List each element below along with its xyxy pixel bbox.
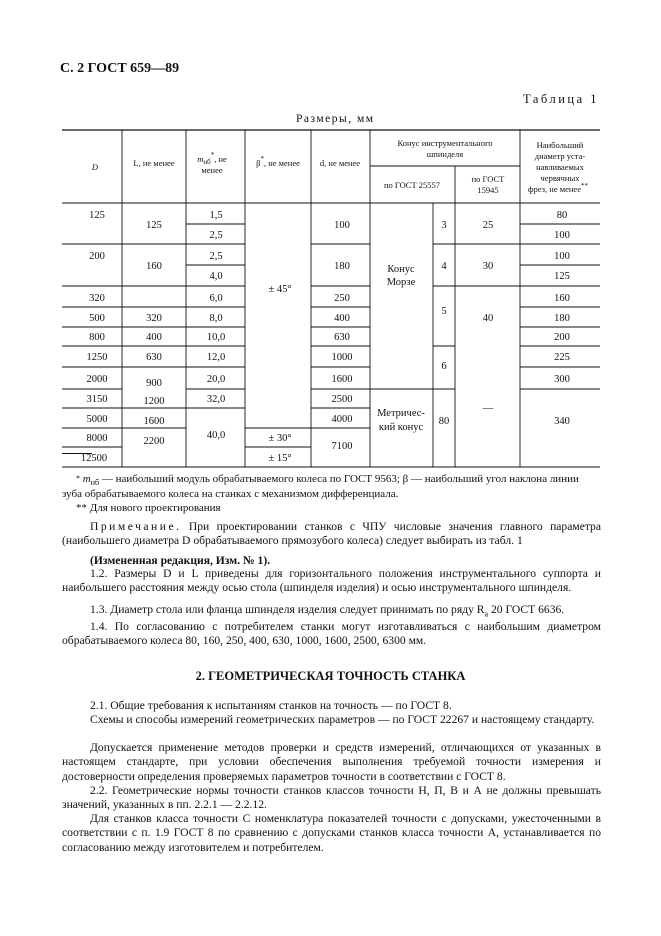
paragraph-1-2: 1.2. Размеры D и L приведены для горизонтального положения инструментального суппорта и наибольшего расстояния между осью стола (шпинделя изделия) и осью инструментального шпинделя. <box>62 567 601 595</box>
header-maxdiam-l3: навливаемых <box>536 162 584 172</box>
cell-D: 5000 <box>86 414 108 425</box>
paragraph-2-1b: Схемы и способы измерений геометрических параметров — по ГОСТ 22267 и настоящему стандарту. <box>90 713 595 726</box>
header-m-line2: менее <box>201 165 223 175</box>
header-maxdiam-l2: диаметр уста- <box>534 151 586 161</box>
cell-D: 200 <box>89 251 105 262</box>
cell-L: 900 <box>146 378 162 389</box>
header-d: d, не менее <box>319 158 361 168</box>
cell-m: 2,5 <box>209 251 223 262</box>
cell-D: 3150 <box>86 394 108 405</box>
header-D: D <box>91 162 99 172</box>
cell-beta: ± 15° <box>268 453 292 464</box>
cell-d: 250 <box>334 293 350 304</box>
cell-D: 1250 <box>86 352 108 363</box>
cell-L: 630 <box>146 352 162 363</box>
header-cone-l2: шпинделя <box>426 149 464 159</box>
cell-maxdiam: 160 <box>554 293 570 304</box>
header-m: $m_{нб}^*$, не <box>197 151 227 166</box>
cell-D: 2000 <box>86 374 108 385</box>
cell-d: 1600 <box>331 374 353 385</box>
cell-m: 1,5 <box>209 210 223 221</box>
cell-L: 400 <box>146 332 162 343</box>
cell-D: 320 <box>89 293 105 304</box>
header-gost25557: по ГОСТ 25557 <box>383 180 441 190</box>
cell-d: 4000 <box>331 414 353 425</box>
cell-maxdiam: 100 <box>554 251 570 262</box>
units-caption: Размеры, мм <box>296 113 375 125</box>
cell-D: 8000 <box>86 433 108 444</box>
cell-L: 1200 <box>143 396 165 407</box>
cell-d: 400 <box>334 313 350 324</box>
cell-m: 4,0 <box>209 271 223 282</box>
cell-d: 1000 <box>331 352 353 363</box>
header-maxdiam-l4: червячных <box>540 173 580 183</box>
cell-g25557: 5 <box>441 306 447 317</box>
cell-m: 32,0 <box>206 394 226 405</box>
cell-cone-morse: Морзе <box>386 277 416 288</box>
cell-beta: ± 45° <box>268 284 292 295</box>
cell-D: 12500 <box>80 453 108 464</box>
cell-beta: ± 30° <box>268 433 292 444</box>
cell-d: 180 <box>334 261 350 272</box>
paragraph-2-1: 2.1. Общие требования к испытаниям станков на точность — по ГОСТ 8. <box>90 699 452 712</box>
cell-maxdiam: 225 <box>554 352 570 363</box>
cell-m: 8,0 <box>209 313 223 324</box>
cell-D: 125 <box>89 210 105 221</box>
cell-maxdiam: 340 <box>554 416 570 427</box>
cell-maxdiam: 100 <box>554 230 570 241</box>
cell-maxdiam: 125 <box>554 271 570 282</box>
cell-L: 2200 <box>143 436 165 447</box>
footnote-1: * $m_{нб}$ — наибольший модуль обрабатываемого колеса по ГОСТ 9563; β — наибольший угол наклона линии <box>76 473 579 488</box>
cell-cone-metric: кий конус <box>378 422 424 433</box>
cell-d: 630 <box>334 332 350 343</box>
cell-cone-metric: Метричес- <box>377 408 425 419</box>
cell-g15945: 40 <box>482 313 494 324</box>
cell-D: 800 <box>89 332 105 343</box>
paragraph-1-3: 1.3. Диаметр стола или фланца шпинделя изделия следует принимать по ряду $R_a$ 20 ГОСТ 6636. <box>90 603 565 619</box>
cell-g25557: 6 <box>441 361 447 372</box>
cell-m: 20,0 <box>206 374 226 385</box>
footnote-1-line2: зуба обрабатываемого колеса на станках с механизмом дифференциала. <box>62 488 399 500</box>
cell-g15945: 25 <box>482 220 494 231</box>
cell-maxdiam: 200 <box>554 332 570 343</box>
cell-d: 100 <box>334 220 350 231</box>
cell-L: 1600 <box>143 416 165 427</box>
paragraph-2-2b: Для станков класса точности С номенклатура показателей точности с допусками, ужесточенными в соответствии с п. 1.9 ГОСТ 8 по сравнению с допусками станков класса точности А, устанавливается по согласованию между изготовителем и потребителем. <box>62 812 601 854</box>
cell-m: 6,0 <box>209 293 223 304</box>
page-header: С. 2 ГОСТ 659—89 <box>60 61 180 76</box>
paragraph-1-4: 1.4. По согласованию с потребителем станки могут изготавливаться с наибольшим диаметром обрабатываемого колеса 80, 160, 250, 400, 630, 1000, 1600, 2500, 6300 мм. <box>62 620 601 648</box>
footnote-2: ** Для нового проектирования <box>76 502 221 514</box>
cell-m: 2,5 <box>209 230 223 241</box>
cell-L: 125 <box>146 220 162 231</box>
cell-cone-morse: Конус <box>387 264 415 275</box>
cell-D: 500 <box>89 313 105 324</box>
paragraph-2-1c: Допускается применение методов проверки и средств измерений, отличающихся от указанных в настоящем стандарте, при условии обеспечения выполнения требуемой точности измерения и достоверности определения проверяемых параметров точности в соответствии с ГОСТ 8. <box>62 741 601 783</box>
table-note: Примечание. При проектировании станков с ЧПУ числовые значения главного параметра (наибольшего диаметра D обрабатываемого прямозубого колеса) следует выбирать из табл. 1 <box>62 520 601 548</box>
header-gost15945-l2: 15945 <box>477 185 499 195</box>
header-gost15945-l1: по ГОСТ <box>471 174 505 184</box>
cell-m: 40,0 <box>206 430 226 441</box>
paragraph-2-2: 2.2. Геометрические нормы точности станков классов точности Н, П, В и А не должны превышать значений, указанных в пп. 2.2.1 — 2.2.12. <box>62 784 601 812</box>
cell-maxdiam: 300 <box>554 374 570 385</box>
header-L: L, не менее <box>133 158 175 168</box>
edition-note: (Измененная редакция, Изм. № 1). <box>90 554 271 567</box>
cell-maxdiam: 80 <box>556 210 568 221</box>
table-caption: Таблица 1 <box>523 92 599 106</box>
header-maxdiam-l5: фрез, не менее** <box>528 182 588 194</box>
cell-L: 160 <box>146 261 162 272</box>
header-cone-l1: Конус инструментального <box>397 138 493 148</box>
cell-m: 12,0 <box>206 352 226 363</box>
section-title: 2. ГЕОМЕТРИЧЕСКАЯ ТОЧНОСТЬ СТАНКА <box>195 669 466 683</box>
cell-d: 2500 <box>331 394 353 405</box>
cell-g15945: 30 <box>482 261 494 272</box>
cell-d: 7100 <box>331 441 353 452</box>
cell-L: 320 <box>146 313 162 324</box>
cell-maxdiam: 180 <box>554 313 570 324</box>
cell-g25557: 4 <box>441 261 447 272</box>
footnote-divider <box>62 453 92 454</box>
cell-g15945: — <box>482 403 494 414</box>
header-maxdiam-l1: Наибольший <box>536 140 584 150</box>
cell-m: 10,0 <box>206 332 226 343</box>
cell-g25557: 3 <box>441 220 447 231</box>
cell-g25557: 80 <box>438 416 450 427</box>
header-beta: β*, не менее <box>256 155 300 168</box>
